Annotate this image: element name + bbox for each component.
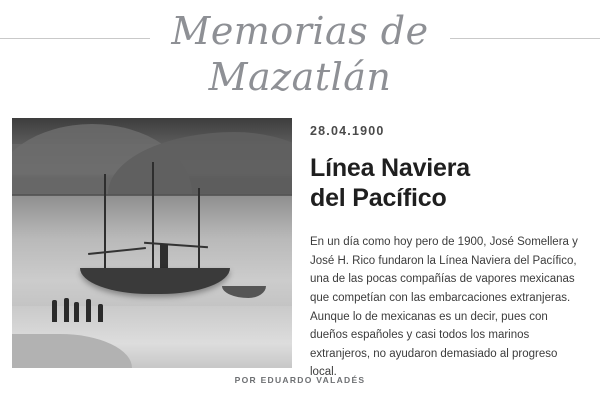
article-block bbox=[310, 124, 578, 382]
article-body: En un día como hoy pero de 1900, José Somellera y José H. Rico fundaron la Línea Naviera del Pacífico, una de las pocas compañías de vapores mexicanas que competían con las embarcaciones extranjeras. Aunque lo de mexicanas es un decir, pues con dueños españoles y casi todos los marinos extranjeros, no ayudaron demasiado al progreso local. bbox=[310, 236, 578, 379]
article-date: 28.04.1900 bbox=[310, 124, 385, 138]
photo-smokestack bbox=[160, 244, 168, 270]
photo-figure bbox=[64, 298, 69, 322]
article-title-line-1: Línea Naviera bbox=[310, 154, 470, 182]
historic-photo bbox=[12, 118, 292, 368]
author-credit: POR EDUARDO VALADÉS bbox=[234, 375, 366, 385]
masthead-title-line-1: Memorias de bbox=[171, 9, 429, 53]
page-header bbox=[0, 0, 600, 110]
article-title bbox=[310, 154, 578, 213]
photo-mast bbox=[104, 174, 106, 270]
photo-figure bbox=[52, 300, 57, 322]
photo-figure bbox=[74, 302, 79, 322]
article-title-line-2: del Pacífico bbox=[310, 183, 447, 212]
masthead-title bbox=[0, 4, 600, 99]
photo-figure bbox=[86, 299, 91, 322]
masthead-title-line-2: Mazatlán bbox=[208, 55, 392, 99]
photo-mast bbox=[198, 188, 200, 270]
photo-mast bbox=[152, 162, 154, 270]
photo-image bbox=[12, 118, 292, 368]
page-footer bbox=[0, 370, 600, 388]
main-content bbox=[0, 118, 600, 379]
photo-figure bbox=[98, 304, 103, 322]
